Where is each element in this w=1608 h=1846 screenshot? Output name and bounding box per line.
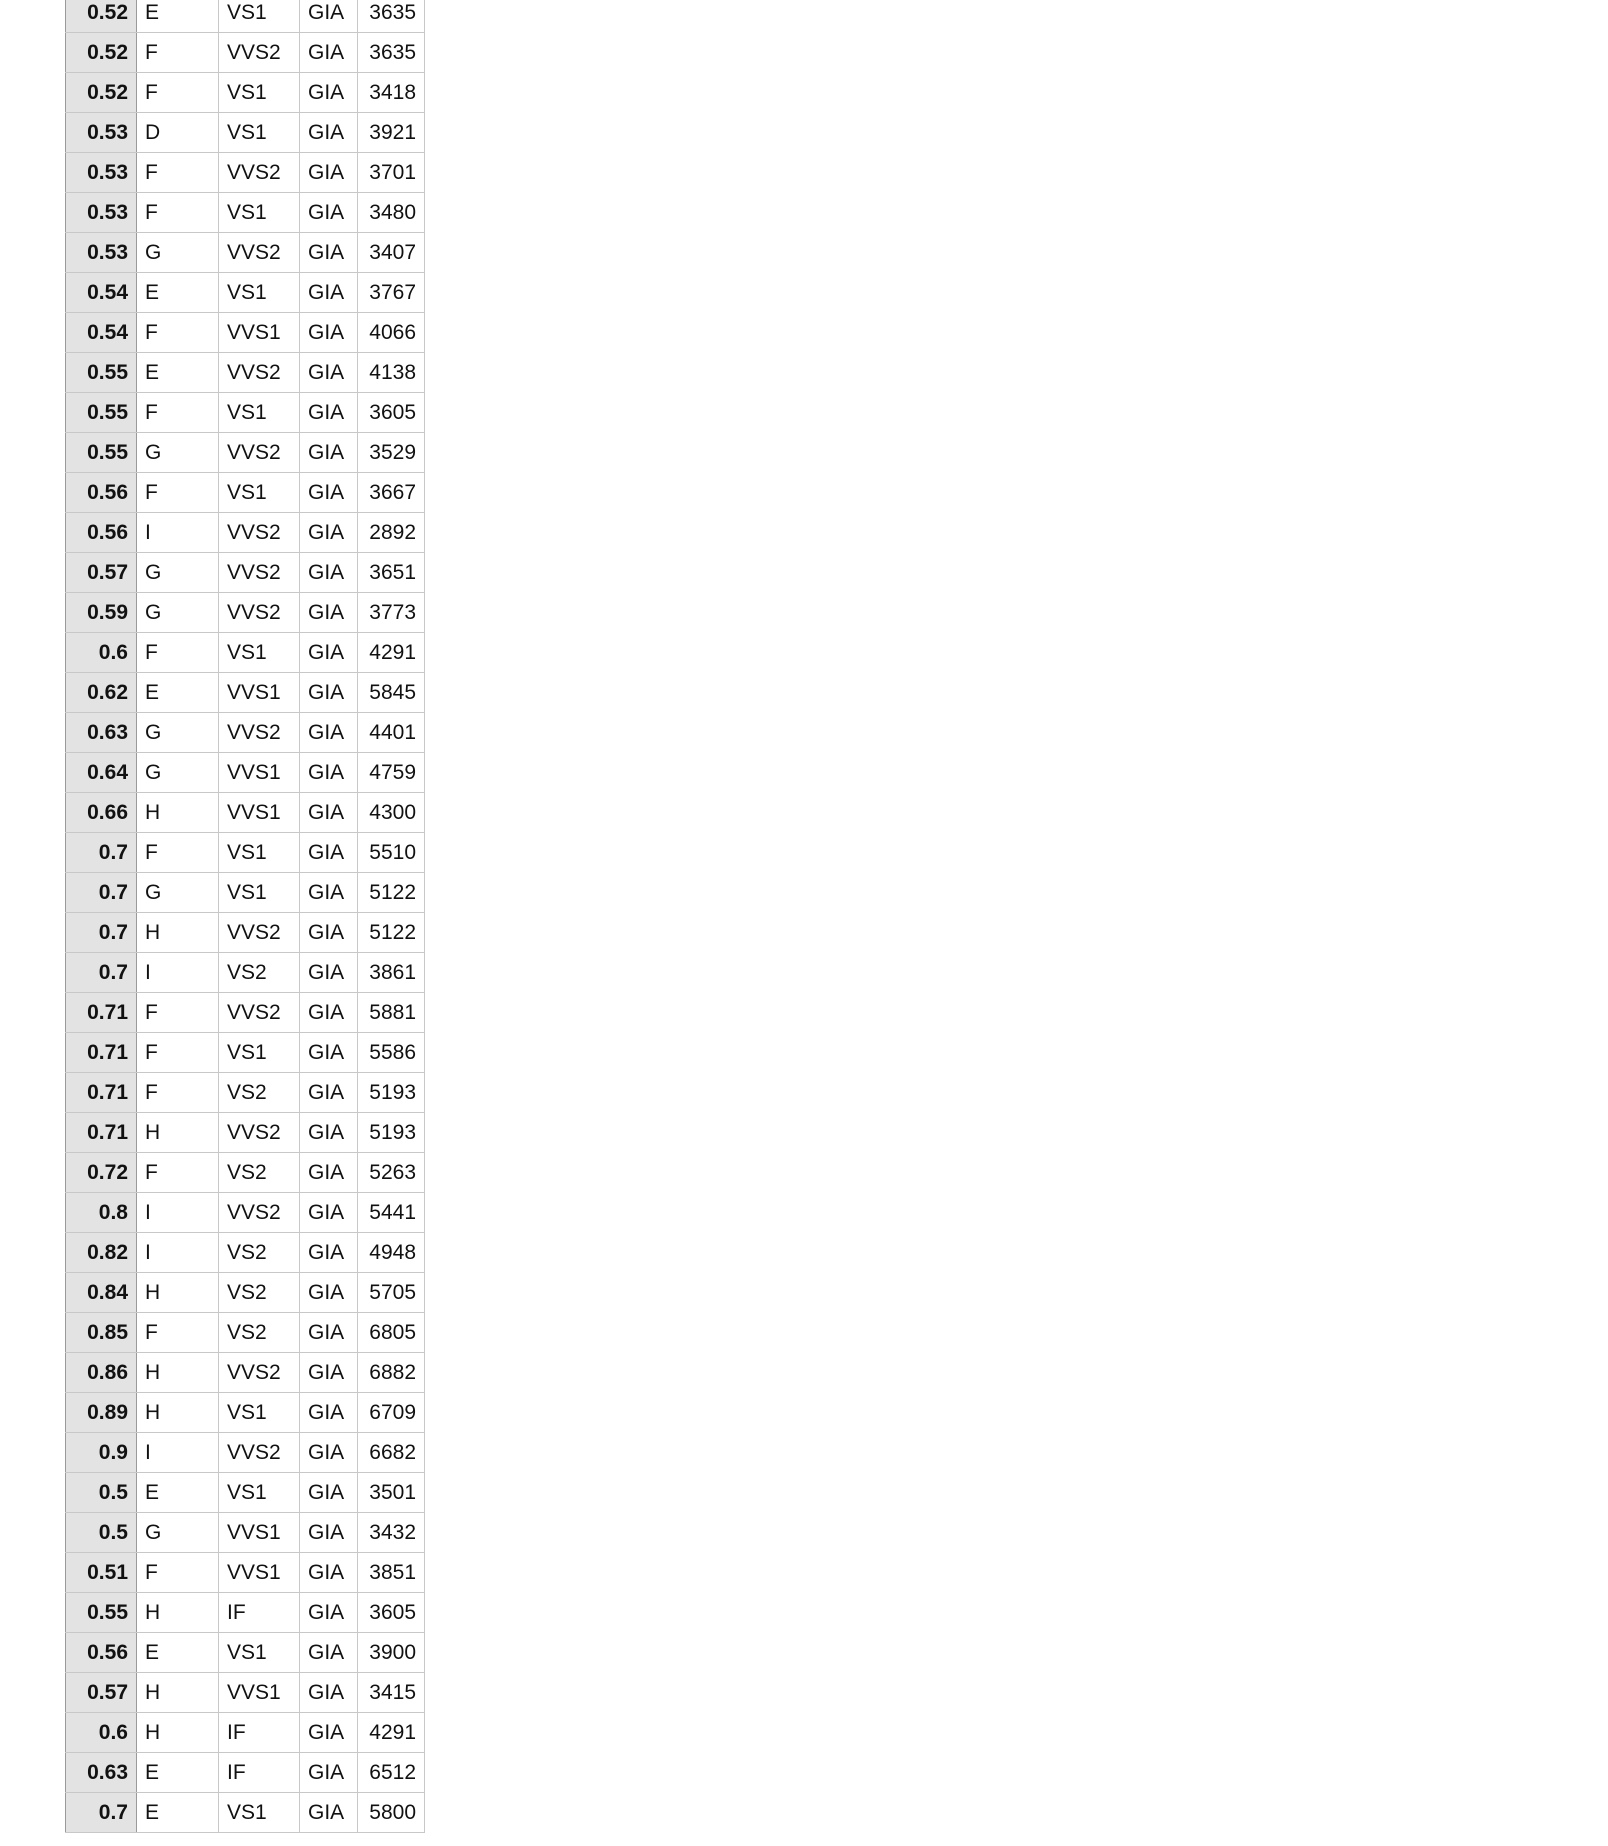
carat-cell[interactable]: 0.66 <box>66 793 137 833</box>
price-cell[interactable]: 5263 <box>358 1153 425 1193</box>
carat-cell[interactable]: 0.7 <box>66 873 137 913</box>
color-cell[interactable]: H <box>137 1393 219 1433</box>
certification-cell[interactable]: GIA <box>300 73 358 113</box>
price-cell[interactable]: 3767 <box>358 273 425 313</box>
clarity-cell[interactable]: VS1 <box>219 273 300 313</box>
color-cell[interactable]: G <box>137 753 219 793</box>
carat-cell[interactable]: 0.53 <box>66 153 137 193</box>
color-cell[interactable]: F <box>137 633 219 673</box>
clarity-cell[interactable]: VS1 <box>219 193 300 233</box>
color-cell[interactable]: E <box>137 1473 219 1513</box>
price-cell[interactable]: 3635 <box>358 33 425 73</box>
table-row <box>66 1713 425 1753</box>
price-cell[interactable]: 3605 <box>358 1593 425 1633</box>
certification-cell[interactable]: GIA <box>300 1153 358 1193</box>
color-cell[interactable]: E <box>137 0 219 33</box>
table-row <box>66 1193 425 1233</box>
certification-cell[interactable]: GIA <box>300 153 358 193</box>
clarity-cell[interactable]: VVS1 <box>219 1553 300 1593</box>
carat-cell[interactable]: 0.51 <box>66 1553 137 1593</box>
clarity-cell[interactable]: VS1 <box>219 113 300 153</box>
certification-cell[interactable]: GIA <box>300 713 358 753</box>
carat-cell[interactable]: 0.71 <box>66 993 137 1033</box>
clarity-cell[interactable]: VS1 <box>219 1393 300 1433</box>
carat-cell[interactable]: 0.53 <box>66 193 137 233</box>
price-cell[interactable]: 3861 <box>358 953 425 993</box>
certification-cell[interactable]: GIA <box>300 753 358 793</box>
price-cell[interactable]: 5510 <box>358 833 425 873</box>
table-row <box>66 153 425 193</box>
color-cell[interactable]: H <box>137 1273 219 1313</box>
clarity-cell[interactable]: VVS2 <box>219 1433 300 1473</box>
table-row <box>66 553 425 593</box>
color-cell[interactable]: G <box>137 553 219 593</box>
carat-cell[interactable]: 0.57 <box>66 553 137 593</box>
certification-cell[interactable]: GIA <box>300 913 358 953</box>
clarity-cell[interactable]: VS2 <box>219 1233 300 1273</box>
clarity-cell[interactable]: VVS1 <box>219 753 300 793</box>
table-row <box>66 873 425 913</box>
certification-cell[interactable]: GIA <box>300 553 358 593</box>
table-row <box>66 593 425 633</box>
carat-cell[interactable]: 0.54 <box>66 313 137 353</box>
price-cell[interactable]: 3773 <box>358 593 425 633</box>
table-row <box>66 513 425 553</box>
clarity-cell[interactable]: VS2 <box>219 1073 300 1113</box>
price-cell[interactable]: 4291 <box>358 1713 425 1753</box>
table-row <box>66 633 425 673</box>
table-row <box>66 953 425 993</box>
clarity-cell[interactable]: VVS1 <box>219 313 300 353</box>
price-cell[interactable]: 5122 <box>358 873 425 913</box>
price-cell[interactable]: 3529 <box>358 433 425 473</box>
clarity-cell[interactable]: VVS2 <box>219 1113 300 1153</box>
table-row <box>66 1273 425 1313</box>
color-cell[interactable]: F <box>137 1073 219 1113</box>
carat-cell[interactable]: 0.7 <box>66 1793 137 1833</box>
price-cell[interactable]: 5845 <box>358 673 425 713</box>
color-cell[interactable]: I <box>137 1433 219 1473</box>
carat-cell[interactable]: 0.71 <box>66 1033 137 1073</box>
table-row <box>66 1153 425 1193</box>
carat-cell[interactable]: 0.6 <box>66 1713 137 1753</box>
certification-cell[interactable]: GIA <box>300 1633 358 1673</box>
certification-cell[interactable]: GIA <box>300 1033 358 1073</box>
certification-cell[interactable]: GIA <box>300 473 358 513</box>
price-cell[interactable]: 3432 <box>358 1513 425 1553</box>
price-cell[interactable]: 3480 <box>358 193 425 233</box>
price-cell[interactable]: 3501 <box>358 1473 425 1513</box>
clarity-cell[interactable]: IF <box>219 1593 300 1633</box>
table-row <box>66 1113 425 1153</box>
carat-cell[interactable]: 0.53 <box>66 113 137 153</box>
spreadsheet-table <box>65 0 425 1833</box>
carat-cell[interactable]: 0.8 <box>66 1193 137 1233</box>
carat-cell[interactable]: 0.52 <box>66 73 137 113</box>
carat-cell[interactable]: 0.71 <box>66 1073 137 1113</box>
certification-cell[interactable]: GIA <box>300 673 358 713</box>
table-row <box>66 1793 425 1833</box>
carat-cell[interactable]: 0.57 <box>66 1673 137 1713</box>
certification-cell[interactable]: GIA <box>300 1393 358 1433</box>
price-cell[interactable]: 3415 <box>358 1673 425 1713</box>
price-cell[interactable]: 6512 <box>358 1753 425 1793</box>
clarity-cell[interactable]: VS2 <box>219 1153 300 1193</box>
price-cell[interactable]: 4066 <box>358 313 425 353</box>
certification-cell[interactable]: GIA <box>300 953 358 993</box>
carat-cell[interactable]: 0.56 <box>66 513 137 553</box>
table-row <box>66 433 425 473</box>
table-row <box>66 1633 425 1673</box>
table-row <box>66 1553 425 1593</box>
carat-cell[interactable]: 0.62 <box>66 673 137 713</box>
carat-cell[interactable]: 0.5 <box>66 1513 137 1553</box>
price-cell[interactable]: 4138 <box>358 353 425 393</box>
clarity-cell[interactable]: VVS2 <box>219 913 300 953</box>
table-row <box>66 833 425 873</box>
carat-cell[interactable]: 0.85 <box>66 1313 137 1353</box>
price-cell[interactable]: 5441 <box>358 1193 425 1233</box>
certification-cell[interactable]: GIA <box>300 793 358 833</box>
price-cell[interactable]: 3605 <box>358 393 425 433</box>
carat-cell[interactable]: 0.64 <box>66 753 137 793</box>
price-cell[interactable]: 6805 <box>358 1313 425 1353</box>
certification-cell[interactable]: GIA <box>300 1713 358 1753</box>
carat-cell[interactable]: 0.56 <box>66 473 137 513</box>
color-cell[interactable]: F <box>137 153 219 193</box>
clarity-cell[interactable]: VVS2 <box>219 1193 300 1233</box>
carat-cell[interactable]: 0.9 <box>66 1433 137 1473</box>
color-cell[interactable]: F <box>137 313 219 353</box>
clarity-cell[interactable]: VVS2 <box>219 233 300 273</box>
table-row <box>66 1313 425 1353</box>
color-cell[interactable]: I <box>137 953 219 993</box>
table-row <box>66 1233 425 1273</box>
certification-cell[interactable]: GIA <box>300 1233 358 1273</box>
price-cell[interactable]: 5881 <box>358 993 425 1033</box>
price-cell[interactable]: 3651 <box>358 553 425 593</box>
certification-cell[interactable]: GIA <box>300 1673 358 1713</box>
color-cell[interactable]: F <box>137 1033 219 1073</box>
table-row <box>66 993 425 1033</box>
certification-cell[interactable]: GIA <box>300 313 358 353</box>
color-cell[interactable]: E <box>137 673 219 713</box>
price-cell[interactable]: 5586 <box>358 1033 425 1073</box>
color-cell[interactable]: F <box>137 1313 219 1353</box>
price-cell[interactable]: 3635 <box>358 0 425 33</box>
certification-cell[interactable]: GIA <box>300 1313 358 1353</box>
color-cell[interactable]: H <box>137 1113 219 1153</box>
color-cell[interactable]: D <box>137 113 219 153</box>
clarity-cell[interactable]: VS1 <box>219 873 300 913</box>
price-cell[interactable]: 3407 <box>358 233 425 273</box>
table-row <box>66 1433 425 1473</box>
table-row <box>66 1753 425 1793</box>
price-cell[interactable]: 3921 <box>358 113 425 153</box>
carat-cell[interactable]: 0.7 <box>66 953 137 993</box>
clarity-cell[interactable]: VS1 <box>219 0 300 33</box>
clarity-cell[interactable]: VS1 <box>219 1033 300 1073</box>
clarity-cell[interactable]: VVS2 <box>219 553 300 593</box>
certification-cell[interactable]: GIA <box>300 233 358 273</box>
clarity-cell[interactable]: IF <box>219 1753 300 1793</box>
clarity-cell[interactable]: VS1 <box>219 1473 300 1513</box>
certification-cell[interactable]: GIA <box>300 1193 358 1233</box>
color-cell[interactable]: H <box>137 1353 219 1393</box>
carat-cell[interactable]: 0.89 <box>66 1393 137 1433</box>
clarity-cell[interactable]: VS1 <box>219 833 300 873</box>
color-cell[interactable]: G <box>137 593 219 633</box>
color-cell[interactable]: H <box>137 1673 219 1713</box>
color-cell[interactable]: E <box>137 353 219 393</box>
carat-cell[interactable]: 0.86 <box>66 1353 137 1393</box>
certification-cell[interactable]: GIA <box>300 1553 358 1593</box>
certification-cell[interactable]: GIA <box>300 1513 358 1553</box>
clarity-cell[interactable]: IF <box>219 1713 300 1753</box>
table-row <box>66 673 425 713</box>
price-cell[interactable]: 3900 <box>358 1633 425 1673</box>
certification-cell[interactable]: GIA <box>300 433 358 473</box>
color-cell[interactable]: F <box>137 473 219 513</box>
table-row <box>66 313 425 353</box>
color-cell[interactable]: G <box>137 233 219 273</box>
clarity-cell[interactable]: VVS2 <box>219 1353 300 1393</box>
color-cell[interactable]: G <box>137 873 219 913</box>
table-row <box>66 33 425 73</box>
table-row <box>66 1033 425 1073</box>
color-cell[interactable]: E <box>137 1633 219 1673</box>
table-row <box>66 393 425 433</box>
color-cell[interactable]: F <box>137 33 219 73</box>
carat-cell[interactable]: 0.63 <box>66 1753 137 1793</box>
color-cell[interactable]: I <box>137 513 219 553</box>
carat-cell[interactable]: 0.72 <box>66 1153 137 1193</box>
certification-cell[interactable]: GIA <box>300 1593 358 1633</box>
clarity-cell[interactable]: VS2 <box>219 1273 300 1313</box>
color-cell[interactable]: E <box>137 1793 219 1833</box>
color-cell[interactable]: G <box>137 1513 219 1553</box>
price-cell[interactable]: 6682 <box>358 1433 425 1473</box>
clarity-cell[interactable]: VS1 <box>219 633 300 673</box>
certification-cell[interactable]: GIA <box>300 113 358 153</box>
certification-cell[interactable]: GIA <box>300 1073 358 1113</box>
carat-cell[interactable]: 0.55 <box>66 353 137 393</box>
carat-cell[interactable]: 0.5 <box>66 1473 137 1513</box>
carat-cell[interactable]: 0.82 <box>66 1233 137 1273</box>
clarity-cell[interactable]: VVS2 <box>219 33 300 73</box>
certification-cell[interactable]: GIA <box>300 873 358 913</box>
price-cell[interactable]: 3418 <box>358 73 425 113</box>
certification-cell[interactable]: GIA <box>300 393 358 433</box>
carat-cell[interactable]: 0.55 <box>66 1593 137 1633</box>
table-row <box>66 753 425 793</box>
spreadsheet-body <box>66 0 425 1833</box>
table-row <box>66 0 425 33</box>
certification-cell[interactable]: GIA <box>300 1113 358 1153</box>
table-row <box>66 913 425 953</box>
price-cell[interactable]: 5800 <box>358 1793 425 1833</box>
carat-cell[interactable]: 0.7 <box>66 833 137 873</box>
color-cell[interactable]: H <box>137 793 219 833</box>
table-row <box>66 1393 425 1433</box>
price-cell[interactable]: 2892 <box>358 513 425 553</box>
price-cell[interactable]: 5193 <box>358 1113 425 1153</box>
certification-cell[interactable]: GIA <box>300 1433 358 1473</box>
certification-cell[interactable]: GIA <box>300 1353 358 1393</box>
price-cell[interactable]: 3701 <box>358 153 425 193</box>
certification-cell[interactable]: GIA <box>300 33 358 73</box>
price-cell[interactable]: 6709 <box>358 1393 425 1433</box>
color-cell[interactable]: F <box>137 193 219 233</box>
certification-cell[interactable]: GIA <box>300 353 358 393</box>
clarity-cell[interactable]: VVS2 <box>219 153 300 193</box>
table-row <box>66 1593 425 1633</box>
price-cell[interactable]: 5705 <box>358 1273 425 1313</box>
color-cell[interactable]: G <box>137 433 219 473</box>
carat-cell[interactable]: 0.55 <box>66 393 137 433</box>
price-cell[interactable]: 4948 <box>358 1233 425 1273</box>
certification-cell[interactable]: GIA <box>300 833 358 873</box>
clarity-cell[interactable]: VVS2 <box>219 433 300 473</box>
clarity-cell[interactable]: VVS2 <box>219 353 300 393</box>
clarity-cell[interactable]: VVS1 <box>219 1513 300 1553</box>
clarity-cell[interactable]: VVS1 <box>219 793 300 833</box>
certification-cell[interactable]: GIA <box>300 193 358 233</box>
price-cell[interactable]: 3667 <box>358 473 425 513</box>
certification-cell[interactable]: GIA <box>300 0 358 33</box>
price-cell[interactable]: 3851 <box>358 1553 425 1593</box>
carat-cell[interactable]: 0.52 <box>66 33 137 73</box>
color-cell[interactable]: F <box>137 1553 219 1593</box>
price-cell[interactable]: 4300 <box>358 793 425 833</box>
color-cell[interactable]: H <box>137 1713 219 1753</box>
price-cell[interactable]: 4759 <box>358 753 425 793</box>
clarity-cell[interactable]: VVS2 <box>219 513 300 553</box>
carat-cell[interactable]: 0.63 <box>66 713 137 753</box>
clarity-cell[interactable]: VVS1 <box>219 1673 300 1713</box>
certification-cell[interactable]: GIA <box>300 593 358 633</box>
color-cell[interactable]: F <box>137 393 219 433</box>
color-cell[interactable]: F <box>137 993 219 1033</box>
price-cell[interactable]: 4401 <box>358 713 425 753</box>
carat-cell[interactable]: 0.53 <box>66 233 137 273</box>
table-row <box>66 1673 425 1713</box>
carat-cell[interactable]: 0.55 <box>66 433 137 473</box>
color-cell[interactable]: H <box>137 913 219 953</box>
table-row <box>66 193 425 233</box>
certification-cell[interactable]: GIA <box>300 1793 358 1833</box>
table-row <box>66 73 425 113</box>
certification-cell[interactable]: GIA <box>300 1273 358 1313</box>
table-row <box>66 713 425 753</box>
certification-cell[interactable]: GIA <box>300 513 358 553</box>
carat-cell[interactable]: 0.54 <box>66 273 137 313</box>
carat-cell[interactable]: 0.7 <box>66 913 137 953</box>
price-cell[interactable]: 5193 <box>358 1073 425 1113</box>
price-cell[interactable]: 4291 <box>358 633 425 673</box>
table-row <box>66 353 425 393</box>
price-cell[interactable]: 5122 <box>358 913 425 953</box>
table-row <box>66 1513 425 1553</box>
color-cell[interactable]: I <box>137 1193 219 1233</box>
clarity-cell[interactable]: VS1 <box>219 473 300 513</box>
table-row <box>66 233 425 273</box>
table-row <box>66 273 425 313</box>
certification-cell[interactable]: GIA <box>300 1753 358 1793</box>
color-cell[interactable]: F <box>137 1153 219 1193</box>
price-cell[interactable]: 6882 <box>358 1353 425 1393</box>
table-row <box>66 473 425 513</box>
color-cell[interactable]: H <box>137 1593 219 1633</box>
carat-cell[interactable]: 0.59 <box>66 593 137 633</box>
clarity-cell[interactable]: VVS2 <box>219 593 300 633</box>
table-row <box>66 1073 425 1113</box>
table-row <box>66 793 425 833</box>
table-row <box>66 1473 425 1513</box>
carat-cell[interactable]: 0.52 <box>66 0 137 33</box>
certification-cell[interactable]: GIA <box>300 273 358 313</box>
table-row <box>66 113 425 153</box>
color-cell[interactable]: F <box>137 833 219 873</box>
certification-cell[interactable]: GIA <box>300 633 358 673</box>
clarity-cell[interactable]: VVS1 <box>219 673 300 713</box>
clarity-cell[interactable]: VS1 <box>219 1793 300 1833</box>
clarity-cell[interactable]: VVS2 <box>219 713 300 753</box>
color-cell[interactable]: I <box>137 1233 219 1273</box>
color-cell[interactable]: F <box>137 73 219 113</box>
table-row <box>66 1353 425 1393</box>
carat-cell[interactable]: 0.56 <box>66 1633 137 1673</box>
clarity-cell[interactable]: VVS2 <box>219 993 300 1033</box>
certification-cell[interactable]: GIA <box>300 993 358 1033</box>
carat-cell[interactable]: 0.6 <box>66 633 137 673</box>
clarity-cell[interactable]: VS1 <box>219 393 300 433</box>
certification-cell[interactable]: GIA <box>300 1473 358 1513</box>
clarity-cell[interactable]: VS1 <box>219 73 300 113</box>
color-cell[interactable]: E <box>137 1753 219 1793</box>
clarity-cell[interactable]: VS2 <box>219 953 300 993</box>
carat-cell[interactable]: 0.71 <box>66 1113 137 1153</box>
clarity-cell[interactable]: VS2 <box>219 1313 300 1353</box>
clarity-cell[interactable]: VS1 <box>219 1633 300 1673</box>
color-cell[interactable]: G <box>137 713 219 753</box>
carat-cell[interactable]: 0.84 <box>66 1273 137 1313</box>
color-cell[interactable]: E <box>137 273 219 313</box>
